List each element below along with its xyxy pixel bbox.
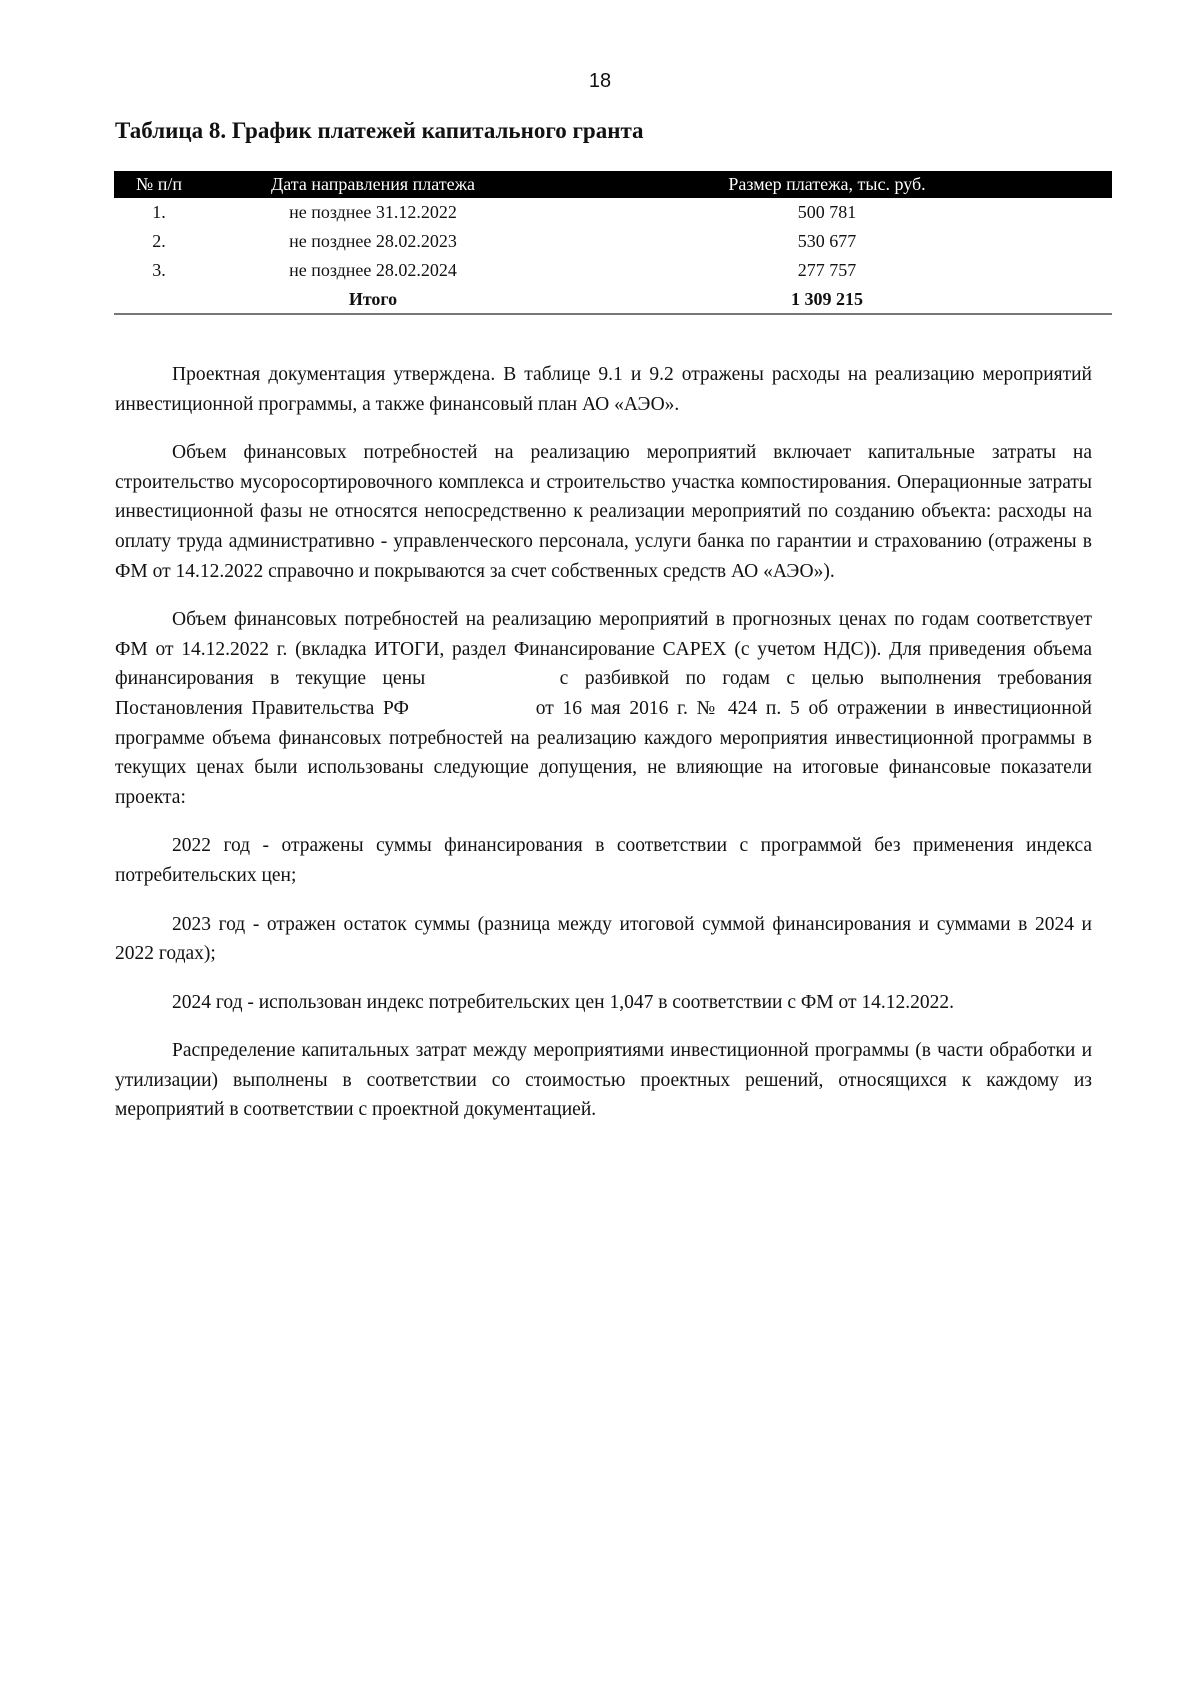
header-amount: Размер платежа, тыс. руб. (542, 171, 1112, 198)
table-row (114, 256, 1112, 285)
table-total-row (114, 285, 1112, 314)
paragraph-financial-needs: Объем финансовых потребностей на реализацию мероприятий включает капитальные затраты на строительство мусоросортировочного комплекса и строительство участка компостирования. Операционные затраты инвестиционной фазы не относятся непосредственно к реализации мероприятий по созданию объекта: расходы на оплату труда административно - управленческого персонала, услуги банка по гарантии и страхованию (отражены в ФМ от 14.12.2022 справочно и покрываются за счет собственных средств АО «АЭО»). (115, 442, 1092, 582)
cell-date: не позднее 28.02.2023 (289, 231, 457, 251)
paragraph-project-docs: Проектная документация утверждена. В таблице 9.1 и 9.2 отражены расходы на реализацию мероприятий инвестиционной программы, а также финансовый план АО «АЭО». (115, 364, 1092, 415)
table-title: Таблица 8. График платежей капитального гранта (115, 118, 644, 143)
cell-num: 1. (152, 202, 166, 222)
cell-date: не позднее 28.02.2024 (289, 260, 457, 280)
header-num: № п/п (114, 171, 204, 198)
cell-total-empty (114, 285, 204, 314)
cell-amount: 530 677 (797, 231, 857, 251)
page-number: 18 (588, 70, 612, 92)
cell-num: 3. (152, 260, 166, 280)
cell-total-amount: 1 309 215 (542, 285, 1112, 314)
paragraph-forecast-part-1: Объем финансовых потребностей на реализацию мероприятий в прогнозных ценах по годам соответствует ФМ от 14.12.2022 г. (вкладка ИТОГИ, раздел Финансирование CAPEX (с учетом НДС)). Для приведения объема финансирования в текущие цены (115, 609, 1092, 690)
paragraph-forecast-part-2: с разбивкой по годам с целью выполнения требования Постановления Правительства РФ (115, 668, 1093, 719)
payment-schedule-table (114, 171, 1112, 315)
table-header-row (114, 171, 1112, 198)
header-date: Дата направления платежа (204, 171, 542, 198)
body-text (115, 360, 1092, 1144)
table-row (114, 227, 1112, 256)
paragraph-year-2022: 2022 год - отражены суммы финансирования в соответствии с программой без применения индекса потребительских цен; (115, 835, 1092, 886)
paragraph-forecast-prices (115, 605, 1092, 812)
cell-date: не позднее 31.12.2022 (289, 202, 457, 222)
cell-total-label: Итого (204, 285, 542, 314)
cell-amount: 277 757 (797, 260, 857, 280)
paragraph-forecast-part-3: от 16 мая 2016 г. № 424 п. 5 об отражении в инвестиционной программе объема финансовых потребностей на реализацию каждого мероприятия инвестиционной программы в текущих ценах были использованы следующие допущения, не влияющие на итоговые финансовые показатели проекта: (115, 697, 1092, 808)
cell-num: 2. (152, 231, 166, 251)
paragraph-year-2023: 2023 год - отражен остаток суммы (разница между итоговой суммой финансирования и суммами в 2024 и 2022 годах); (115, 913, 1092, 965)
cell-amount: 500 781 (797, 202, 857, 222)
table-row (114, 198, 1112, 227)
paragraph-year-2024: 2024 год - использован индекс потребительских цен 1,047 в соответствии с ФМ от 14.12.2022. (172, 991, 954, 1013)
paragraph-capex-distribution: Распределение капитальных затрат между мероприятиями инвестиционной программы (в части обработки и утилизации) выполнены в соответствии со стоимостью проектных решений, относящихся к каждому из мероприятий в соответствии с проектной документацией. (115, 1040, 1092, 1121)
